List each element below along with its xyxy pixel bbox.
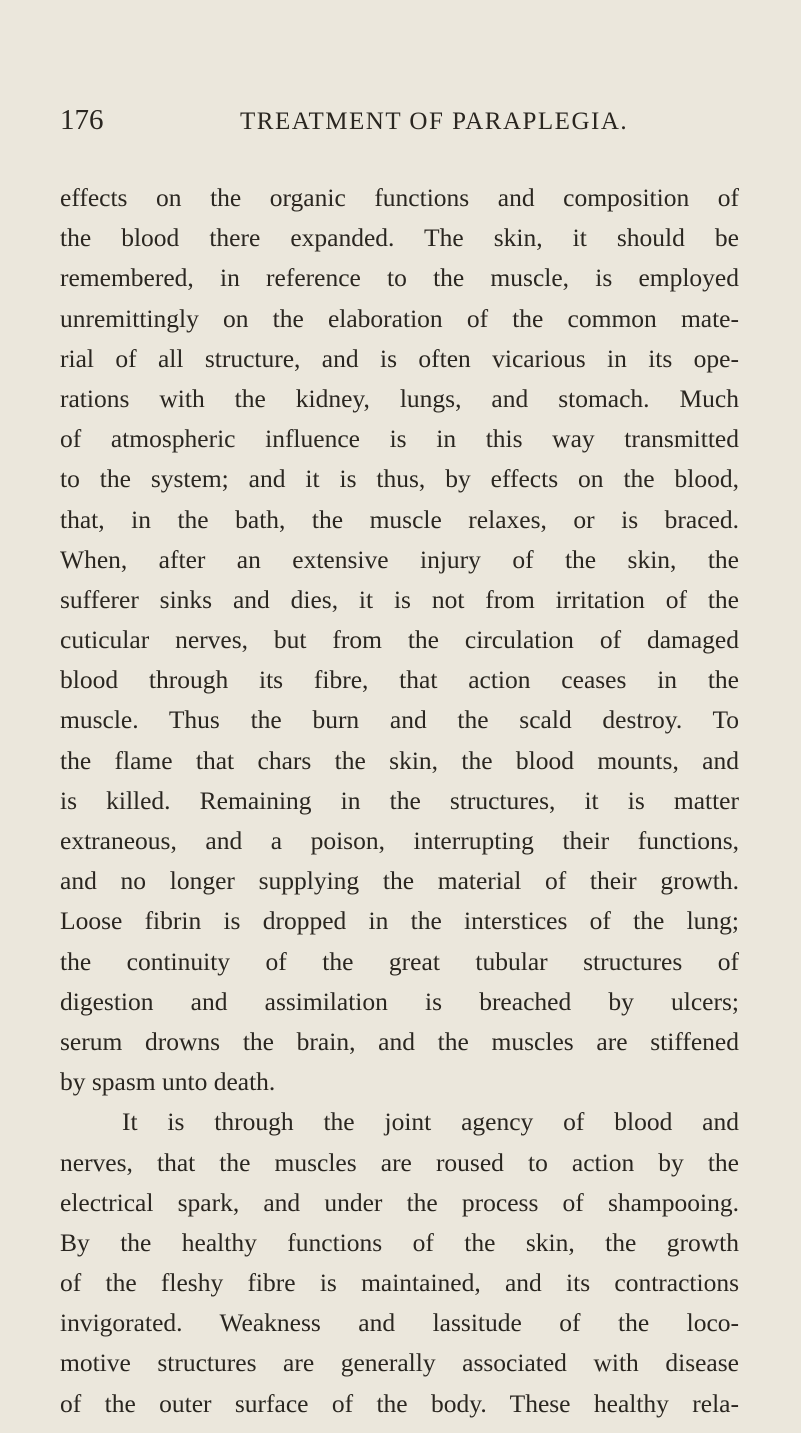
body-text xyxy=(60,178,739,1424)
text-line: unremittingly on the elaboration of the common mate- xyxy=(60,303,739,333)
text-line: electrical spark, and under the process of shampooing. xyxy=(60,1187,739,1217)
running-head xyxy=(60,104,740,144)
text-line: When, after an extensive injury of the skin, the xyxy=(60,544,739,574)
text-line: digestion and assimilation is breached by ulcers; xyxy=(60,986,739,1016)
text-line: the blood there expanded. The skin, it should be xyxy=(60,223,739,253)
text-line: effects on the organic functions and composition of xyxy=(60,183,739,212)
text-line: nerves, that the muscles are roused to action by the xyxy=(60,1147,739,1177)
text-line: sufferer sinks and dies, it is not from irritation of the xyxy=(60,584,739,614)
text-line: that, in the bath, the muscle relaxes, or is braced. xyxy=(60,504,739,534)
text-line: to the system; and it is thus, by effects on the blood, xyxy=(60,464,739,494)
text-line: by spasm unto death. xyxy=(60,1067,276,1097)
text-line: the continuity of the great tubular structures of xyxy=(60,946,739,976)
text-line: By the healthy functions of the skin, the growth xyxy=(60,1227,739,1257)
running-title: TREATMENT OF PARAPLEGIA. xyxy=(240,108,629,135)
text-line: cuticular nerves, but from the circulation of damaged xyxy=(60,625,739,655)
paragraph-1 xyxy=(60,178,739,1102)
text-line: blood through its fibre, that action ceases in the xyxy=(60,665,739,695)
text-line: of the outer surface of the body. These healthy rela- xyxy=(60,1388,739,1418)
text-line: the flame that chars the skin, the blood mounts, and xyxy=(60,745,739,775)
text-line: is killed. Remaining in the structures, it is matter xyxy=(60,785,739,815)
page-number: 176 xyxy=(60,104,104,136)
text-line: muscle. Thus the burn and the scald destroy. To xyxy=(60,705,739,735)
text-line: extraneous, and a poison, interrupting their functions, xyxy=(60,826,739,855)
text-line: It is through the joint agency of blood and xyxy=(122,1107,739,1137)
text-line: invigorated. Weakness and lassitude of the loco- xyxy=(60,1308,739,1338)
text-line: rations with the kidney, lungs, and stomach. Much xyxy=(60,383,739,413)
text-line: of atmospheric influence is in this way transmitted xyxy=(60,424,739,454)
paragraph-2 xyxy=(60,1102,739,1424)
text-line: remembered, in reference to the muscle, is employed xyxy=(60,263,739,293)
text-line: and no longer supplying the material of their growth. xyxy=(60,866,739,896)
text-line: serum drowns the brain, and the muscles are stiffened xyxy=(60,1026,739,1056)
text-line: Loose fibrin is dropped in the interstices of the lung; xyxy=(60,906,739,936)
text-line: motive structures are generally associated with disease xyxy=(60,1348,739,1378)
text-line: rial of all structure, and is often vicarious in its ope- xyxy=(60,343,739,373)
text-line: of the fleshy fibre is maintained, and its contractions xyxy=(60,1268,739,1298)
